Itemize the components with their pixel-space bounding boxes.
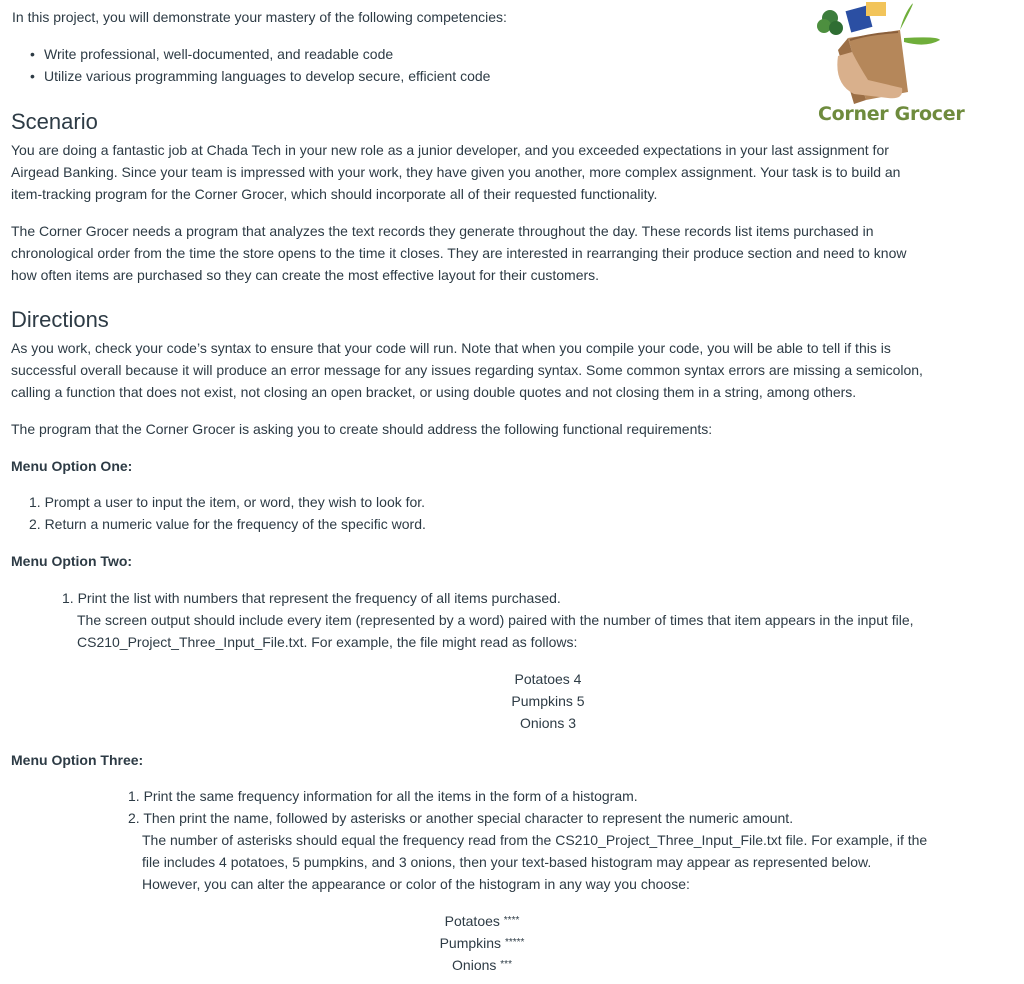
- option-three-detail-line: The number of asterisks should equal the frequency read from the CS210_Project_Three_Input_File.txt file. For example, if the: [142, 832, 928, 848]
- scenario-paragraph-line: The Corner Grocer needs a program that analyzes the text records they generate throughout the day. These records list items purchased in: [11, 223, 874, 239]
- competency-bullet: •: [30, 46, 35, 62]
- histogram-item-name: Pumpkins: [439, 935, 502, 951]
- scenario-heading: Scenario: [11, 109, 98, 134]
- histogram-item-name: Onions: [452, 957, 497, 973]
- intro-text: In this project, you will demonstrate your mastery of the following competencies:: [12, 9, 507, 25]
- histogram-line: [382, 910, 582, 932]
- competency-bullet: •: [30, 68, 35, 84]
- directions-paragraph-line: successful overall because it will produce an error message for any issues regarding syntax. Some common syntax errors are missing a semicolon,: [11, 362, 923, 378]
- option-two-list-item: 1. Print the list with numbers that represent the frequency of all items purchased.: [62, 590, 561, 606]
- option-three-list-item: 2. Then print the name, followed by asterisks or another special character to represent the numeric amount.: [128, 810, 794, 826]
- histogram-stars: ***: [500, 959, 512, 970]
- competency-item: Utilize various programming languages to develop secure, efficient code: [44, 68, 491, 84]
- scenario-paragraph-line: You are doing a fantastic job at Chada Tech in your new role as a junior developer, and you exceeded expectations in your last assignment for: [11, 142, 889, 158]
- option-three-detail-line: However, you can alter the appearance or color of the histogram in any way you choose:: [142, 876, 690, 892]
- directions-paragraph-line: calling a function that does not exist, not closing an open bracket, or using double quotes and not closing them in a string, among others.: [11, 384, 857, 400]
- example-line: Pumpkins 5: [511, 693, 585, 709]
- histogram-stars: *****: [504, 937, 525, 948]
- menu-option-one-heading: Menu Option One:: [11, 458, 133, 474]
- option-three-detail-line: file includes 4 potatoes, 5 pumpkins, and 3 onions, then your text-based histogram may appear as represented below.: [142, 854, 872, 870]
- option-one-list-item: 1. Prompt a user to input the item, or word, they wish to look for.: [29, 494, 426, 510]
- menu-option-three-heading: Menu Option Three:: [11, 752, 144, 768]
- option-two-detail-line: The screen output should include every item (represented by a word) paired with the number of times that item appears in the input file,: [77, 612, 914, 628]
- option-one-list-item: 2. Return a numeric value for the frequency of the specific word.: [29, 516, 426, 532]
- competency-item: Write professional, well-documented, and readable code: [44, 46, 394, 62]
- example-line: Potatoes 4: [514, 671, 582, 687]
- example-line: Onions 3: [519, 715, 577, 731]
- option-two-detail-line: CS210_Project_Three_Input_File.txt. For example, the file might read as follows:: [77, 634, 578, 650]
- histogram-item-name: Potatoes: [444, 913, 500, 929]
- scenario-paragraph-line: item-tracking program for the Corner Grocer, which should incorporate all of their requested functionality.: [11, 186, 658, 202]
- menu-option-two-heading: Menu Option Two:: [11, 553, 133, 569]
- histogram-line: [382, 954, 582, 976]
- directions-requirements-text: The program that the Corner Grocer is asking you to create should address the following functional requirements:: [11, 421, 713, 437]
- histogram-stars: ****: [503, 915, 520, 926]
- scenario-paragraph-line: Airgead Banking. Since your team is impressed with your work, they have given you another, more complex assignment. Your task is to build an: [11, 164, 901, 180]
- directions-heading: Directions: [11, 307, 109, 332]
- scenario-paragraph-line: how often items are purchased so they can create the most effective layout for their customers.: [11, 267, 600, 283]
- scenario-paragraph-line: chronological order from the time the store opens to the time it closes. They are interested in rearranging their produce section and need to know: [11, 245, 907, 261]
- logo-text: Corner Grocer: [818, 103, 965, 125]
- option-three-list-item: 1. Print the same frequency information for all the items in the form of a histogram.: [128, 788, 638, 804]
- directions-paragraph-line: As you work, check your code’s syntax to ensure that your code will run. Note that when you compile your code, you will be able to tell if this is: [11, 340, 891, 356]
- histogram-line: [382, 932, 582, 954]
